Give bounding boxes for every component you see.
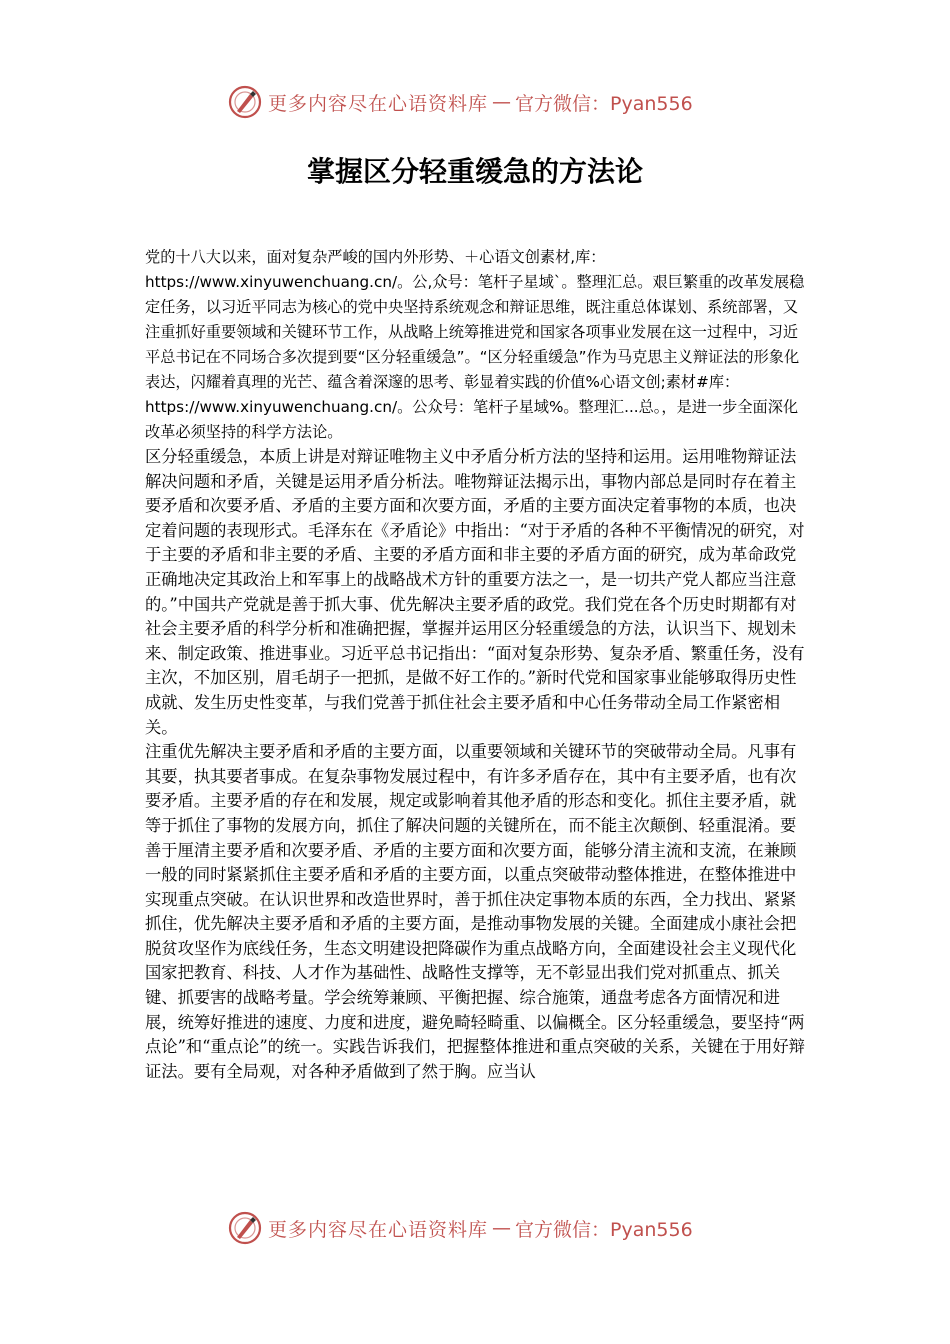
- intro-paragraph: 党的十八大以来，面对复杂严峻的国内外形势、＋心语文创素材,库：https://www.xinyuwenchuang.cn/。公,众号：笔杆子星域`。整理汇总。艰巨繁重的改革发展稳定任务，以习近平同志为核心的党中央坚持系统观念和辩证思维，既注重总体谋划、系统部署，又注重抓好重要领域和关键环节工作，从战略上统筹推进党和国家各项事业发展在这一过程中，习近平总书记在不同场合多次提到要“区分轻重缓急”。“区分轻重缓急”作为马克思主义辩证法的形象化表达，闪耀着真理的光芒、蕴含着深邃的思考、彰显着实践的价值%心语文创;素材#库：https://www.xinyuwenchuang.cn/。公众号：笔杆子星域%。整理汇...总。，是进一步全面深化改革必须坚持的科学方法论。: [145, 248, 805, 441]
- document-body: [145, 245, 807, 1084]
- brand-logo-icon: [228, 85, 262, 119]
- banner-main-text: 更多内容尽在心语资料库: [268, 92, 489, 115]
- document-title: 掌握区分轻重缓急的方法论: [306, 155, 643, 188]
- footer-banner: [228, 1210, 728, 1246]
- body-paragraph: 区分轻重缓急，本质上讲是对辩证唯物主义中矛盾分析方法的坚持和运用。运用唯物辩证法解决问题和矛盾，关键是运用矛盾分析法。唯物辩证法揭示出，事物内部总是同时存在着主要矛盾和次要矛盾、矛盾的主要方面和次要方面，矛盾的主要方面决定着事物的本质，也决定着问题的表现形式。毛泽东在《矛盾论》中指出：“对于矛盾的各种不平衡情况的研究，对于主要的矛盾和非主要的矛盾、主要的矛盾方面和非主要的矛盾方面的研究，成为革命政党正确地决定其政治上和军事上的战略战术方针的重要方法之一，是一切共产党人都应当注意的。”中国共产党就是善于抓大事、优先解决主要矛盾的政党。我们党在各个历史时期都有对社会主要矛盾的科学分析和准确把握，掌握并运用区分轻重缓急的方法，认识当下、规划未来、制定政策、推进事业。习近平总书记指出：“面对复杂形势、复杂矛盾、繁重任务，没有主次，不加区别，眉毛胡子一把抓，是做不好工作的。”新时代党和国家事业能够取得历史性成就、发生历史性变革，与我们党善于抓住社会主要矛盾和中心任务带动全局工作紧密相关。: [145, 447, 805, 737]
- banner-separator: —: [492, 91, 512, 113]
- banner-contact-text: 官方微信：Pyan556: [515, 92, 693, 115]
- brand-logo-icon: [228, 1211, 262, 1245]
- header-banner: [228, 84, 728, 120]
- banner-contact-text: 官方微信：Pyan556: [515, 1218, 693, 1241]
- banner-separator: —: [492, 1217, 512, 1239]
- banner-main-text: 更多内容尽在心语资料库: [268, 1218, 489, 1241]
- body-paragraph: 注重优先解决主要矛盾和矛盾的主要方面，以重要领域和关键环节的突破带动全局。凡事有其要，执其要者事成。在复杂事物发展过程中，有许多矛盾存在，其中有主要矛盾，也有次要矛盾。主要矛盾的存在和发展，规定或影响着其他矛盾的形态和变化。抓住主要矛盾，就等于抓住了事物的发展方向，抓住了解决问题的关键所在，而不能主次颠倒、轻重混淆。要善于厘清主要矛盾和次要矛盾、矛盾的主要方面和次要方面，能够分清主流和支流，在兼顾一般的同时紧紧抓住主要矛盾和矛盾的主要方面，以重点突破带动整体推进，在整体推进中实现重点突破。在认识世界和改造世界时，善于抓住决定事物本质的东西，全力找出、紧紧抓住，优先解决主要矛盾和矛盾的主要方面，是推动事物发展的关键。全面建成小康社会把脱贫攻坚作为底线任务，生态文明建设把降碳作为重点战略方向，全面建设社会主义现代化国家把教育、科技、人才作为基础性、战略性支撑等，无不彰显出我们党对抓重点、抓关键、抓要害的战略考量。学会统筹兼顾、平衡把握、综合施策，通盘考虑各方面情况和进展，统筹好推进的速度、力度和进度，避免畸轻畸重、以偏概全。区分轻重缓急，要坚持“两点论”和“重点论”的统一。实践告诉我们，把握整体推进和重点突破的关系，关键在于用好辩证法。要有全局观，对各种矛盾做到了然于胸。应当认: [145, 742, 805, 1081]
